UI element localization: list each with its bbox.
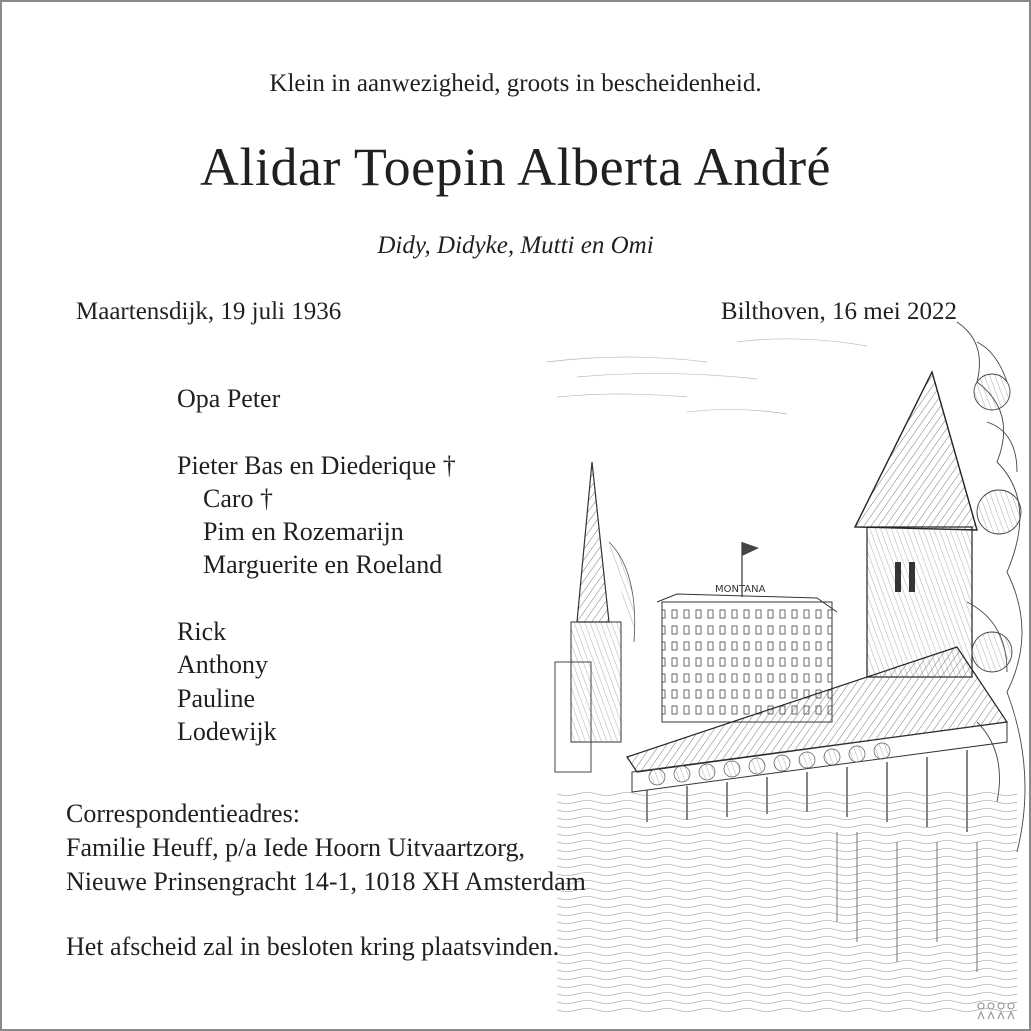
publisher-logo-icon bbox=[975, 999, 1019, 1023]
right-tower-drawing bbox=[855, 372, 977, 677]
death-place-date: Bilthoven, 16 mei 2022 bbox=[720, 298, 957, 325]
family-line-grandchild: Caro † bbox=[203, 483, 274, 513]
family-line-child: Pim en Rozemarijn bbox=[203, 517, 404, 547]
water-reflection-drawing bbox=[557, 792, 1017, 1012]
correspondence-line: Nieuwe Prinsengracht 14-1, 1018 XH Amsterdam bbox=[66, 867, 586, 896]
family-line-child: Pieter Bas en Diederique † bbox=[177, 450, 456, 480]
family-list bbox=[177, 382, 456, 748]
family-line-other: Lodewijk bbox=[177, 716, 277, 746]
deceased-name: Alidar Toepin Alberta André bbox=[199, 137, 832, 197]
family-line-other: Anthony bbox=[177, 650, 268, 680]
correspondence-line: Familie Heuff, p/a Iede Hoorn Uitvaartzorg, bbox=[66, 833, 525, 862]
family-line-child: Marguerite en Roeland bbox=[203, 550, 443, 580]
hotel-sign: MONTANA bbox=[715, 584, 766, 595]
left-spire-drawing bbox=[555, 462, 635, 772]
spacer bbox=[177, 415, 456, 448]
family-line-other: Pauline bbox=[177, 683, 255, 713]
birth-place-date: Maartensdijk, 19 juli 1936 bbox=[76, 298, 342, 325]
correspondence-heading: Correspondentieadres: bbox=[66, 799, 300, 828]
bridge-sketch-illustration bbox=[537, 302, 1029, 1029]
correspondence-address bbox=[66, 797, 586, 899]
farewell-notice: Het afscheid zal in besloten kring plaatsvinden. bbox=[66, 932, 560, 961]
spacer bbox=[177, 582, 456, 615]
hotel-building-drawing bbox=[657, 542, 837, 722]
opening-line: Klein in aanwezigheid, groots in bescheidenheid. bbox=[269, 70, 762, 97]
family-line-other: Rick bbox=[177, 617, 227, 647]
partner-name: Opa Peter bbox=[177, 384, 281, 413]
nicknames: Didy, Didyke, Mutti en Omi bbox=[377, 232, 654, 259]
